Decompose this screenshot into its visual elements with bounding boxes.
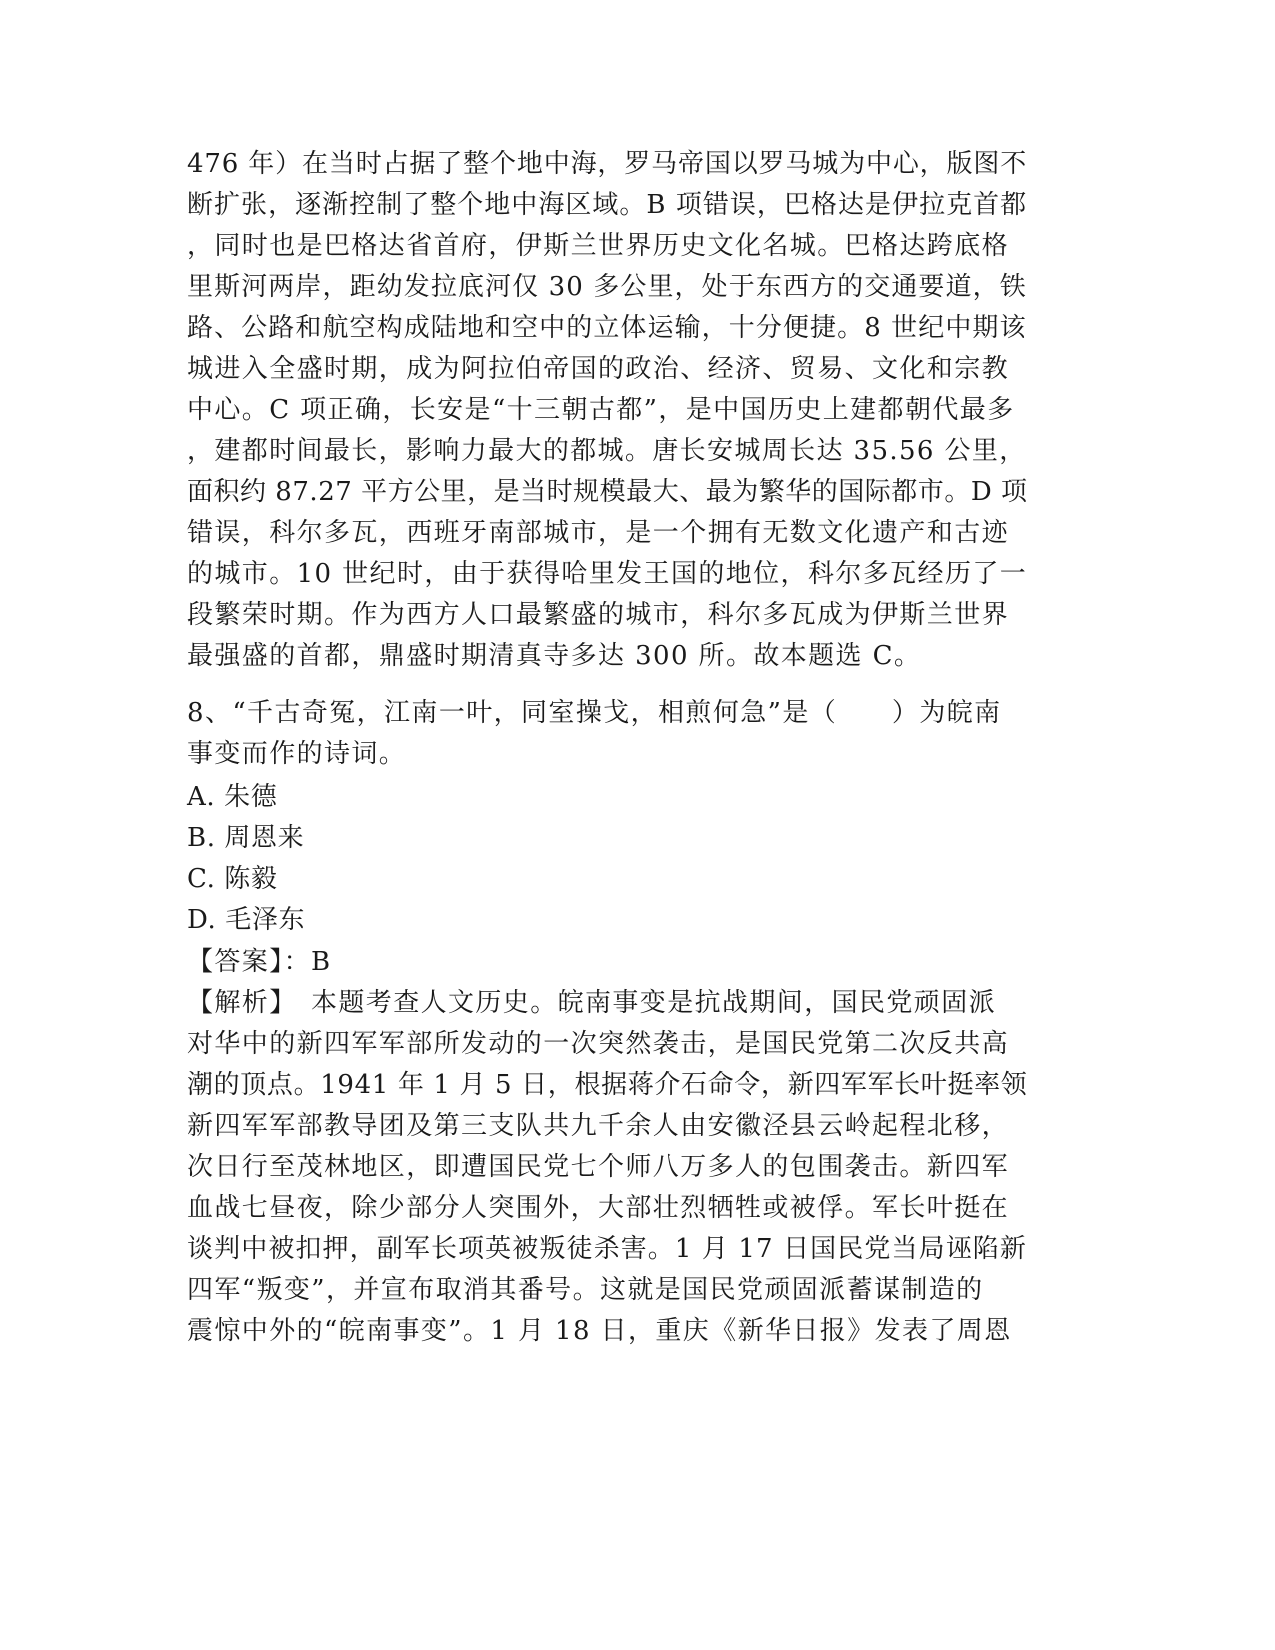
option-d: D. 毛泽东	[187, 905, 306, 935]
analysis-line: 谈判中被扣押，副军长项英被叛徒杀害。1 月 17 日国民党当局诬陷新	[187, 1234, 1028, 1264]
text-line: 错误，科尔多瓦，西班牙南部城市，是一个拥有无数文化遗产和古迹	[187, 518, 1010, 548]
text-line: 断扩张，逐渐控制了整个地中海区域。B 项错误，巴格达是伊拉克首都	[187, 190, 1028, 220]
analysis-line: 血战七昼夜，除少部分人突围外，大部壮烈牺牲或被俘。军长叶挺在	[187, 1193, 1010, 1223]
option-b: B. 周恩来	[187, 823, 305, 853]
text-line: 476 年）在当时占据了整个地中海，罗马帝国以罗马城为中心，版图不	[187, 149, 1028, 179]
analysis-line: 次日行至茂林地区，即遭国民党七个师八万多人的包围袭击。新四军	[187, 1152, 1010, 1182]
text-line: 中心。C 项正确，长安是“十三朝古都”，是中国历史上建都朝代最多	[187, 395, 1015, 425]
analysis-line: 四军“叛变”，并宣布取消其番号。这就是国民党顽固派蓄谋制造的	[187, 1275, 984, 1305]
question-stem-line: 8、“千古奇冤，江南一叶，同室操戈，相煎何急”是（ ）为皖南	[187, 698, 1002, 728]
analysis-line: 震惊中外的“皖南事变”。1 月 18 日，重庆《新华日报》发表了周恩	[187, 1316, 1012, 1346]
analysis-line: 【解析】 本题考查人文历史。皖南事变是抗战期间，国民党顽固派	[187, 988, 997, 1018]
text-line: 段繁荣时期。作为西方人口最繁盛的城市，科尔多瓦成为伊斯兰世界	[187, 600, 1010, 630]
analysis-line: 新四军军部教导团及第三支队共九千余人由安徽泾县云岭起程北移，	[187, 1111, 1010, 1141]
text-line: 城进入全盛时期，成为阿拉伯帝国的政治、经济、贸易、文化和宗教	[187, 354, 1010, 384]
text-line: 路、公路和航空构成陆地和空中的立体运输，十分便捷。8 世纪中期该	[187, 313, 1027, 343]
text-line: 最强盛的首都，鼎盛时期清真寺多达 300 所。故本题选 C。	[187, 641, 922, 671]
question-stem-line: 事变而作的诗词。	[187, 739, 407, 769]
text-line: 的城市。10 世纪时，由于获得哈里发王国的地位，科尔多瓦经历了一	[187, 559, 1028, 589]
text-line: 里斯河两岸，距幼发拉底河仅 30 多公里，处于东西方的交通要道，铁	[187, 272, 1027, 302]
text-line: ，同时也是巴格达省首府，伊斯兰世界历史文化名城。巴格达跨底格	[187, 231, 1010, 261]
option-a: A. 朱德	[187, 782, 278, 812]
analysis-line: 潮的顶点。1941 年 1 月 5 日，根据蒋介石命令，新四军军长叶挺率领	[187, 1070, 1028, 1100]
option-c: C. 陈毅	[187, 864, 278, 894]
analysis-line: 对华中的新四军军部所发动的一次突然袭击，是国民党第二次反共高	[187, 1029, 1010, 1059]
text-line: 面积约 87.27 平方公里，是当时规模最大、最为繁华的国际都市。D 项	[187, 477, 1028, 507]
answer: 【答案】：B	[187, 947, 332, 977]
text-line: ，建都时间最长，影响力最大的都城。唐长安城周长达 35.56 公里，	[187, 436, 1027, 466]
